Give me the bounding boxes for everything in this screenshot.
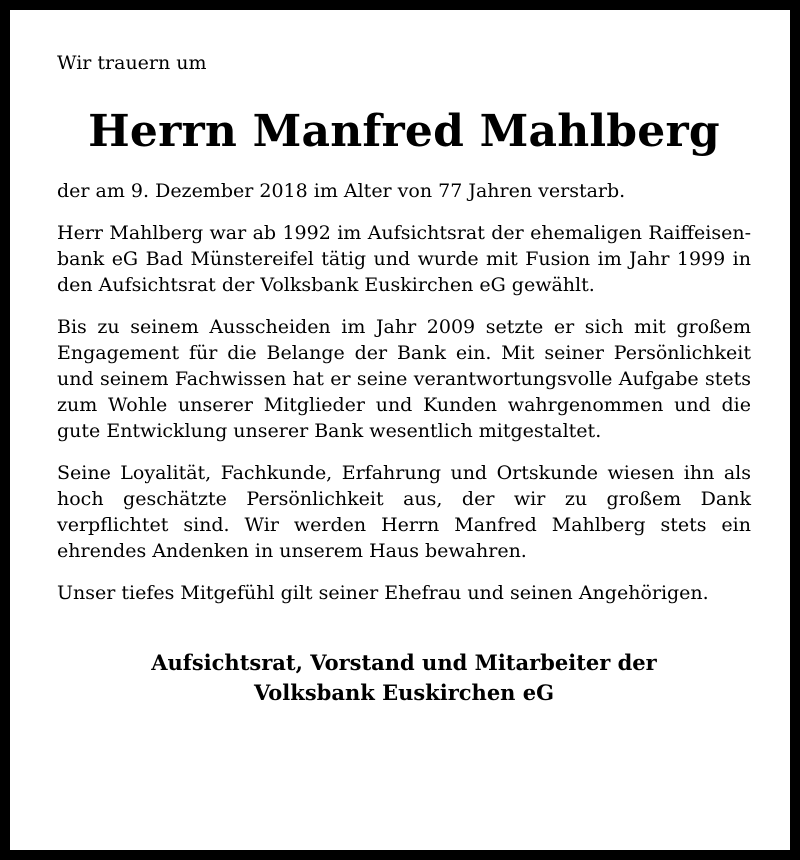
paragraph-engagement: Bis zu seinem Ausscheiden im Jahr 2009 setzte er sich mit großem Engagement für die Belange der Bank ein. Mit seiner Persönlichkeit und seinem Fachwissen hat er seine verantwortungsvolle Aufgabe stets zum Wohle unserer Mitglieder und Kunden wahrgenommen und die gute Entwicklung unserer Bank wesentlich mitgestaltet. [57, 316, 751, 442]
signature-line-2: Volksbank Euskirchen eG [253, 680, 555, 705]
notice-content [57, 50, 751, 708]
deceased-name: Herrn Manfred Mahlberg [88, 106, 720, 157]
signature-block [57, 648, 751, 708]
paragraph-career: Herr Mahlberg war ab 1992 im Aufsichtsrat der ehemaligen Raiffeisenbank eG Bad Münstereifel tätig und wurde mit Fusion im Jahr 1999 in den Aufsichtsrat der Volksbank Euskirchen eG gewählt. [57, 222, 751, 296]
signature-line-1: Aufsichtsrat, Vorstand und Mitarbeiter der [151, 650, 657, 675]
paragraph-tribute: Seine Loyalität, Fachkunde, Erfahrung und Ortskunde wiesen ihn als hoch geschätzte Persönlichkeit aus, der wir zu großem Dank verpflichtet sind. Wir werden Herrn Manfred Mahlberg stets ein ehrendes Andenken in unserem Haus bewahren. [57, 462, 751, 562]
intro-text: Wir trauern um [57, 52, 207, 74]
condolence-text: Unser tiefes Mitgefühl gilt seiner Ehefrau und seinen Angehörigen. [57, 582, 709, 604]
death-line: der am 9. Dezember 2018 im Alter von 77 Jahren verstarb. [57, 180, 626, 202]
